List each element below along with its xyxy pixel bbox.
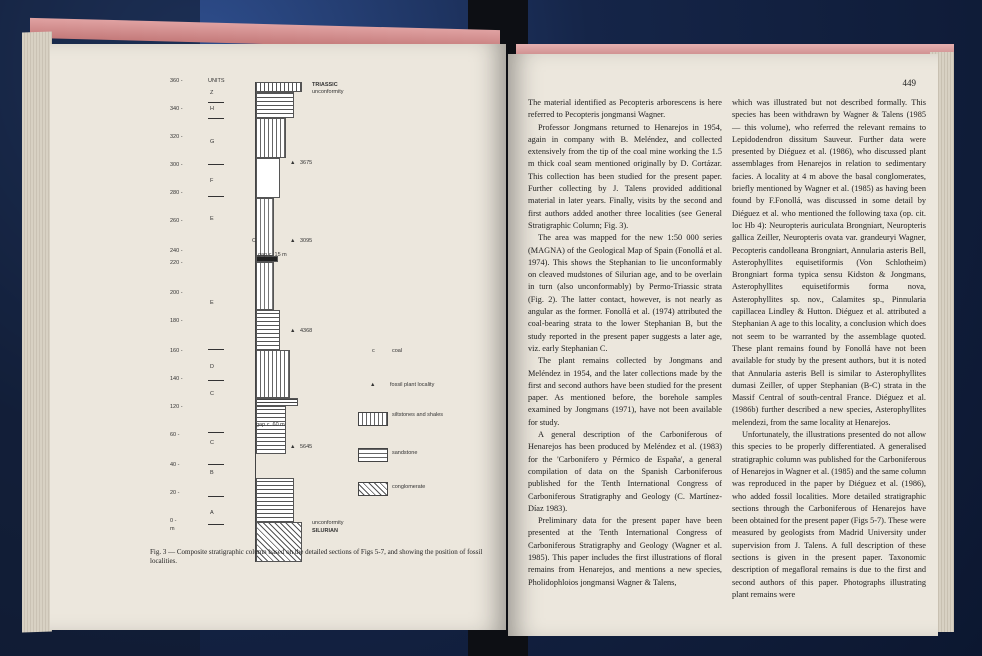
paragraph: which was illustrated but not described formally. This species has been withdrawn by Wagner & Talens (1985 — this volume), who referred the relevant remains to Lepidodendron dissitum Sauveur. Further data were presented by Diéguez et al. (1986), who discussed plant assemblages from Henarejos in relation to sedimentary facies. A locality at 4 m above the basal conglomerates, briefly mentioned by Wagner et al. (1985) as having been found by F.Fonollá, was discussed in some detail by Diéguez et al. who mentioned the following taxa (op. cit. loc Hb 4): Neuropteris auriculata Brongniart, Neuropteris gallica Zeiller, Neuropteris ovata var. grandeuryi Wagner, Pecopteris candolleana Brongniart, Annularia asteris Bell, Asterophyllites equisetiformis (Von Schlotheim) Brongniart forma typica sensu Kidston & Jongmans, Asterophyllites equisetiformis forma nova, Asterophyllites sp. nov., Calamites sp., Pinnularia capillacea Lindley & Hutton. Diéguez et al. attributed a Stephanian A age to this locality, a conclusion which does not seem to be warranted by the assemblage quoted. These plant remains found by Fonollá have not been available for study by the present authors, but it is noted that Annularia asteris Bell is similar to Asterophyllites dumasi Zeiller, of upper Stephanian (B-C) strata in the Massif Central of south-central France. Diéguez et al. (1986b) further described a new species, Asterophyllites melendezi, from the same locality at Henarejos. <box>732 98 926 427</box>
tick-label: 300 - <box>170 162 183 168</box>
page-number: 449 <box>902 78 916 88</box>
unit-label: D <box>210 364 214 370</box>
tick-label: 180 - <box>170 318 183 324</box>
legend-conglomerate-label: conglomerate <box>392 484 426 490</box>
text-column-left <box>528 97 722 601</box>
tick-label: 140 - <box>170 376 183 382</box>
paragraph: The plant remains collected by Jongmans and Meléndez in 1954, and the later collections made by the first and second authors have been studied for the present paper. As mentioned before, the borehole samples examined by Jongmans (1971), have not been available for study. <box>528 356 722 427</box>
fossil-locality-label: 5645 <box>300 444 313 450</box>
column-layer <box>256 158 280 198</box>
column-layer <box>256 92 294 118</box>
right-page <box>508 54 938 636</box>
legend-fossil-icon: ▲ <box>370 382 376 388</box>
paragraph: Unfortunately, the illustrations presented do not allow this species to be properly differentiated. A generalised stratigraphic column was published for the Carboniferous of Henarejos in Wagner et al. (1985) and the same column was reproduced in the paper by Diéguez et al. (1986), who added fossil localities. More detailed stratigraphic sections through the Carboniferous of Henarejos have been obtained for the present paper (Figs 5-7). These were measured by geologists from Madrid University under supervision from J. Talens. A full description of these sections is given in the present paper. Taxonomic description of megafloral remains is due to the first and second authors of this paper. Photographs illustrating plant remains were <box>732 430 926 599</box>
coal-marker: C <box>252 238 256 244</box>
unit-label: F <box>210 178 214 184</box>
unit-boundary <box>208 496 224 497</box>
unit-boundary <box>208 196 224 197</box>
left-page <box>50 44 506 630</box>
paragraph: The area was mapped for the new 1:50 000 series (MAGNA) of the Geological Map of Spain (Fonollá et al. 1974). This shows the Stephanian to lie unconformably on cleaved mudstones of Silurian age, and to be overlain in turn (also unconformably) by Permo-Triassic strata (Fig. 2). The latter contact, however, is not nearly as angular as the former. Fonollá et al. (1974) attributed the coal-bearing strata to the lower Stephanian B, but the study reported in the present paper suggests a later age, viz. early Stephanian C. <box>528 233 722 353</box>
legend-coal-label: coal <box>392 348 403 354</box>
unit-boundary <box>208 524 224 525</box>
fossil-locality-icon: ▲ <box>290 444 296 450</box>
column-layer <box>256 350 290 398</box>
tick-label: 20 - <box>170 490 180 496</box>
tick-label: 120 - <box>170 404 183 410</box>
legend-conglomerate-swatch <box>358 482 388 496</box>
unit-label: E <box>210 216 214 222</box>
unit-label: E <box>210 300 214 306</box>
fossil-locality-icon: ▲ <box>290 328 296 334</box>
unit-boundary <box>208 432 224 433</box>
fossil-locality-label: 4368 <box>300 328 313 334</box>
silurian-label: SILURIAN <box>312 528 338 534</box>
column-layer <box>256 310 280 350</box>
tick-label: 220 - <box>170 260 183 266</box>
fossil-locality-label: 3095 <box>300 238 313 244</box>
paragraph: Preliminary data for the present paper have been presented at the Tenth International Congress of Carboniferous Stratigraphy and Geology (Wagner et al. 1985). This paper includes the first illustrations of floral remains from Henarejos, and mentions a new species, Pholidophloios jongmansi Wagner & Talens, <box>528 516 722 587</box>
column-layer <box>256 118 286 158</box>
tick-label: 240 - <box>170 248 183 254</box>
legend-fossil-label: fossil plant locality <box>390 382 435 388</box>
legend-siltstone-label: siltstones and shales <box>392 412 444 418</box>
gap-label: gap c. 60 m <box>256 422 285 428</box>
fossil-locality-icon: ▲ <box>290 238 296 244</box>
tick-label: 280 - <box>170 190 183 196</box>
paragraph: A general description of the Carboniferous of Henarejos has been produced by Meléndez et al. (1983) for the 'Carbonifero y Pérmico de España', a general compilation of data on the Spanish Carboniferous published for the Tenth International Congress of Carboniferous Stratigraphy and Geology (C. Martínez-Díaz 1983). <box>528 430 722 513</box>
legend-siltstone-swatch <box>358 412 388 426</box>
tick-label: m <box>170 526 175 532</box>
unit-boundary <box>208 349 224 350</box>
stratigraphic-column <box>255 82 286 562</box>
text-column-right <box>732 97 926 601</box>
units-header: UNITS <box>208 78 225 84</box>
unit-boundary <box>208 118 224 119</box>
unconformity-top-label: unconformity <box>312 89 344 95</box>
column-layer <box>256 82 302 92</box>
unit-label: B <box>210 470 214 476</box>
fossil-locality-label: 3675 <box>300 160 313 166</box>
tick-label: 160 - <box>170 348 183 354</box>
unit-boundary <box>208 164 224 165</box>
paragraph: The material identified as Pecopteris arborescens is here referred to Pecopteris jongmansi Wagner. <box>528 98 722 120</box>
unit-boundary <box>208 102 224 103</box>
page-block-left <box>22 31 52 632</box>
paragraph: Professor Jongmans returned to Henarejos in 1954, again in company with B. Meléndez, and collected extensively from the tip of the coal mine working the 1.5 m thick coal seam mentioned originally by D. Cortázar. This collection has been studied for the present paper. Further collecting by J. Talens provided additional material in later years. Finally, visits by the second and first authors added another three localities (see General Stratigraphic Column; Fig. 3). <box>528 122 722 230</box>
legend-coal-symbol: c <box>372 348 375 354</box>
column-layer <box>256 406 286 454</box>
tick-label: 260 - <box>170 218 183 224</box>
unit-label: C <box>210 391 214 397</box>
tick-label: 340 - <box>170 106 183 112</box>
unit-boundary <box>208 464 224 465</box>
tick-label: 360 - <box>170 78 183 84</box>
unit-boundary <box>208 380 224 381</box>
tick-label: 40 - <box>170 462 180 468</box>
unit-label: H <box>210 106 214 112</box>
triassic-label: TRIASSIC <box>312 82 338 88</box>
tick-label: 60 - <box>170 432 180 438</box>
figure-caption: Fig. 3 — Composite stratigraphic column based on the detailed sections of Figs 5-7, and showing the position of fossil localities. <box>150 548 483 565</box>
unit-label: C <box>210 440 214 446</box>
text-columns <box>528 97 926 601</box>
tick-label: 320 - <box>170 134 183 140</box>
stratigraphic-figure <box>50 44 506 630</box>
fossil-locality-icon: ▲ <box>290 160 296 166</box>
unit-label: Z <box>210 90 214 96</box>
gap-label: gap c. 15 m <box>258 252 287 258</box>
column-layer <box>256 262 274 310</box>
tick-label: 0 - <box>170 518 177 524</box>
unit-label: G <box>210 139 215 145</box>
tick-label: 200 - <box>170 290 183 296</box>
column-layer <box>256 478 294 522</box>
legend-sandstone-swatch <box>358 448 388 462</box>
unit-label: A <box>210 510 214 516</box>
column-layer <box>256 198 274 256</box>
legend-sandstone-label: sandstone <box>392 450 418 456</box>
column-layer <box>256 398 298 406</box>
unconformity-bottom-label: unconformity <box>312 520 344 526</box>
